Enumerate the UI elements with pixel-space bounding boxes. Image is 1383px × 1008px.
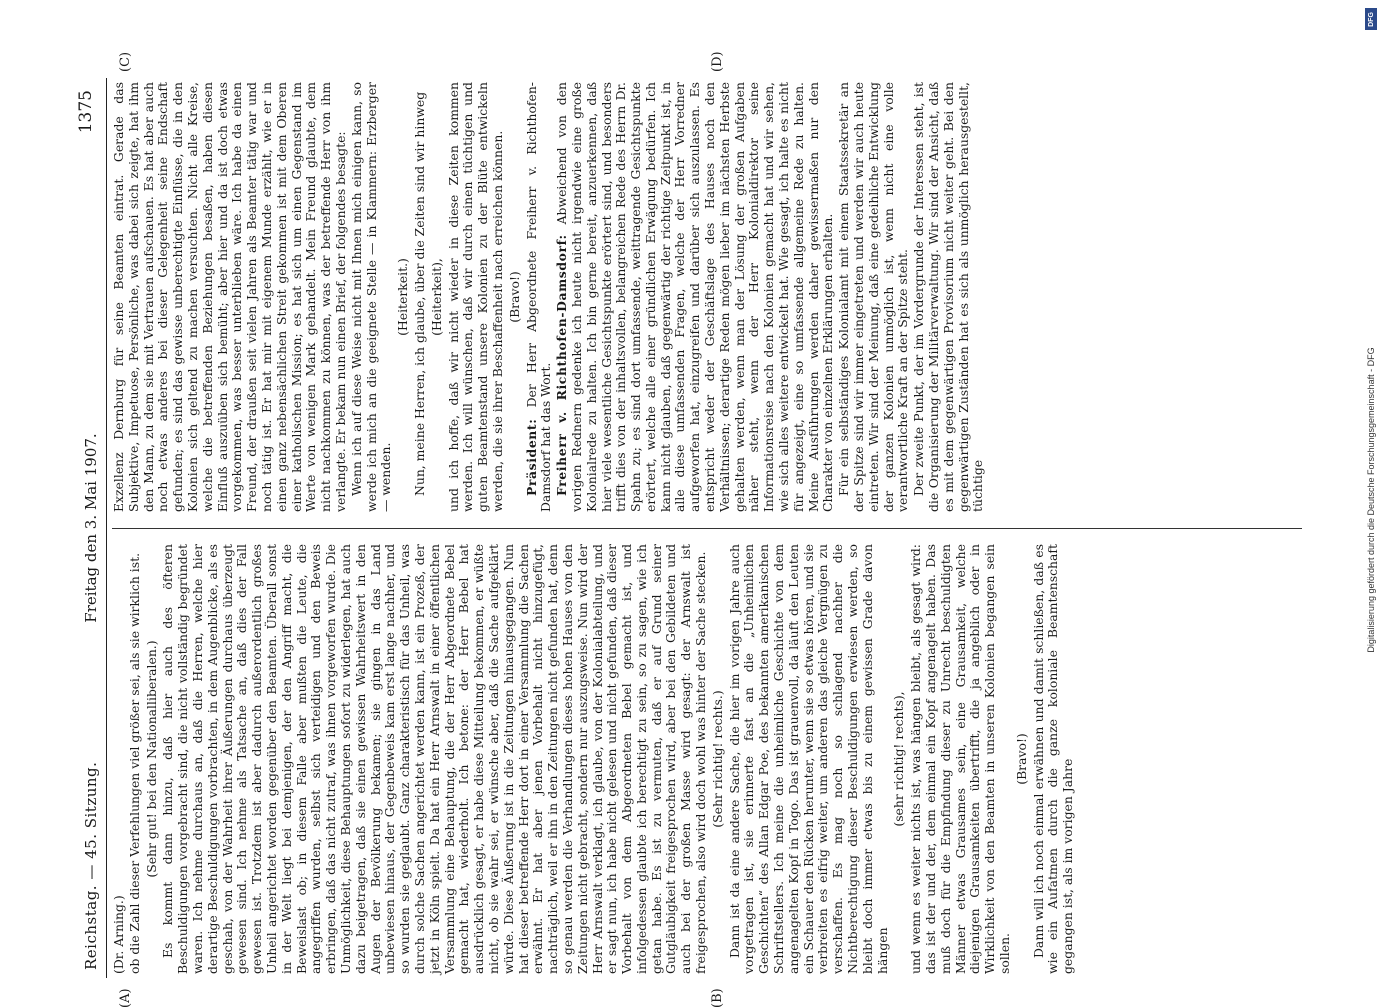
digitization-note: Digitalisierung gefördert durch die Deutsche Forschungsgemeinschaft - DFG: [1366, 347, 1376, 653]
margin-mark-a: (A): [118, 988, 133, 1008]
interjection: (Heiterkeit),: [428, 258, 444, 336]
paragraph: Es kommt dann hinzu, daß hier auch des öfteren Beschuldigungen vorgebracht sind, die nicht vollständig begründet waren. Ich nehme durchaus an, daß die Herren, welche hier derartige Beschuldigungen vorbrachten, in dem Augenblicke, als es geschah, von der Wahrheit ihrer Äußerungen durchaus überzeugt gewesen sind. Ich nehme als Tatsache an, daß dies der Fall gewesen ist. Trotzdem ist aber dadurch außerordentlich großes Unheil angerichtet worden gegenüber den Beamten. Überall sonst in der Welt liegt bei demjenigen, der den Angriff macht, die Beweislast ob; in diesem Falle aber mußten die Leute, die angegriffen wurden, selbst sich verteidigen und den Beweis erbringen, daß das nicht zutraf, was ihnen vorgeworfen wurde. Die Unmöglichkeit, diese Behauptungen sofort zu widerlegen, hat auch dazu beigetragen, daß sie einen gewissen Wahrheitswert in den Augen der Bevölkerung bekamen; sie gingen in das Land unbewiesen hinaus, der Gegenbeweis kam erst lange nachher, und so wurden sie geglaubt. Ganz charakteristisch für das Unheil, was durch solche Sachen angerichtet werden kann, ist ein Prozeß, der jetzt in Köln spielt. Da hat ein Herr Arnswalt in einer öffentlichen Versammlung eine Behauptung, die der Herr Abgeordnete Bebel gemacht hat, wiederholt. Ich betone: der Herr Bebel hat ausdrücklich gesagt, er habe diese Mitteilung bekommen, er wüßte nicht, ob sie wahr sei, er wünsche aber, daß die Sache aufgeklärt würde. Diese Äußerung ist in die Zeitungen hinausgegangen. Nun hat dieser betreffende Herr dort in einer Versammlung die Sachen erwähnt. Er hat aber jenen Vorbehalt nicht hinzugefügt, nachträglich, weil er ihn in den Zeitungen nicht gefunden hat, denn so genau werden die Verhandlungen dieses hohen Hauses von den Zeitungen nicht gebracht, sondern nur auszugsweise. Nun wird der Herr Arnswalt verklagt, ich glaube, von der Kolonialabteilung, und er sagt nun, ich habe nicht gelesen und nicht gefunden, daß dieser Vorbehalt von dem Abgeordneten Bebel gemacht ist, und infolgedessen glaubte ich berechtigt zu sein, so zu sagen, wie ich getan habe. Es ist zu vermuten, daß er auf Grund seiner Gutgläubigkeit freigesprochen wird, aber bei den Gebildeten und auch bei der großen Masse wird gesagt: der Arnswalt ist freigesprochen, also wird doch wohl was hinter der Sache stecken.: [160, 544, 709, 974]
rotated-page-content: [70, 51, 1315, 1008]
interjection: (Heiterkeit.): [395, 258, 411, 336]
paragraph: und wenn es weiter nichts ist, was hängen bleibt, als gesagt wird: das ist der und der, dem einmal ein Kopf angenagelt haben. Das muß doch für die Empfindung dieser zu Unrecht beschuldigten Männer etwas Grausames sein, eine Grausamkeit, welche diejenigen Grausamkeiten übertrifft, die ja angeblich oder in Wirklichkeit von den Beamten in unseren Kolonien begangen sein sollen.: [908, 544, 1013, 974]
page-number: 1375: [76, 90, 96, 134]
speaker-paragraph: [525, 82, 555, 512]
speaker-paragraph: [555, 82, 836, 512]
column-separator: [112, 528, 1302, 529]
interjection: (Bravo!): [506, 271, 522, 323]
speech-text: Der Herr Abgeordnete Freiherr v. Richthofen-Damsdorf hat das Wort.: [523, 82, 554, 512]
paragraph: Dann will ich noch einmal erwähnen und damit schließen, daß es wie ein Aufatmen durch die ganze koloniale Beamtenschaft gegangen ist, als im vorigen Jahre: [1030, 544, 1076, 974]
paragraph: ob die Zahl dieser Verfehlungen viel größer sei, als sie wirklich ist.: [126, 552, 142, 974]
header-left: Reichstag. — 45. Sitzung.: [82, 761, 100, 970]
paragraph: Der zweite Punkt, der im Vordergrunde der Interessen steht, ist die Organisierung der Militärverwaltung. Wir sind der Ansicht, daß es mit dem gegenwärtigen Provisorium nicht weiter geht. Bei den gegenwärtigen Zuständen hat es sich als unmöglich herausgestellt, tüchtige: [911, 82, 986, 512]
margin-mark-c: (C): [118, 51, 133, 72]
page-header: [70, 78, 104, 978]
paragraph: Nun, meine Herren, ich glaube, über die Zeiten sind wir hinweg: [411, 91, 427, 496]
interjection: (Sehr richtig! rechts.): [709, 690, 725, 828]
header-date: Freitag den 3. Mai 1907.: [82, 433, 100, 623]
paragraph: Wenn ich auf diese Weise nicht mit Ihnen mich einigen kann, so werde ich mich an die geeignete Stelle — in Klammern: Erzberger — wenden.: [348, 82, 394, 512]
dfg-logo-text: DFG: [1367, 11, 1375, 27]
interjection: (Sehr gut! bei den Nationalliberalen.): [143, 640, 159, 878]
paragraph: Exzellenz Dernburg für seine Beamten eintrat. Gerade das Subjektive, Impetuose, Persönliche, was dabei sich zeigte, hat ihm den Mann, zu dem sie mit Vertrauen aufschauen. Es hat aber auch noch etwas anderes bei dieser Gelegenheit seine Endschaft gefunden; es sind das gewisse unberechtigte Einflüsse, die in den Kolonien sich geltend zu machen versuchten. Nicht alle Kreise, welche die betreffenden Beziehungen besaßen, haben diesen Einfluß auszuüben sich bemüht; aber hier und da ist doch etwas vorgekommen, was besser unterblieben wäre. Ich habe da einen Freund, der draußen seit vielen Jahren als Beamter tätig war und noch tätig ist. Er hat mir mit eigenem Munde erzählt, wie er in einen ganz nebensächlichen Streit gekommen ist mit dem Oberen einer katholischen Mission; es hat sich um einen Gegenstand im Werte von wenigen Mark gehandelt. Mein Freund glaubte, dem nicht nachkommen zu können, was der betreffende Herr von ihm verlangte. Er bekam nun einen Brief, der folgendes besagte:: [111, 82, 348, 512]
dfg-logo: [1365, 8, 1377, 30]
margin-mark-d: (D): [710, 51, 725, 72]
margin-mark-b: (B): [710, 988, 725, 1008]
interjection: (sehr richtig! rechts),: [891, 691, 907, 827]
speaker-name: Freiherr v. Richthofen-Damsdorf:: [554, 234, 570, 496]
interjection: (Bravo!): [1013, 733, 1029, 785]
speech-text: Abweichend von den vorigen Rednern gedenke ich heute nicht irgendwie eine große Kolonialrede zu halten. Ich bin gerne bereit, anzuerkennen, daß hier viele wesentliche Gesichtspunkte erörtert sind, und besonders trifft dies von der inhaltsvollen, belangreichen Rede des Herrn Dr. Spahn zu; es sind dort umfassende, weittragende Gesichtspunkte erörtert, welche alle einer gründlichen Erwägung bedürfen. Ich kann nicht glauben, daß gegenwärtig der richtige Zeitpunkt ist, in alle diese umfassenden Fragen, welche der Herr Vorredner aufgeworfen hat, einzugreifen und darüber sich auszulassen. Es entspricht weder der Geschäftslage des Hauses noch den Verhältnissen; derartige Reden mögen lieber im nächsten Herbste gehalten werden, wenn man der Lösung der großen Aufgaben näher steht, wenn der Herr Kolonialdirektor seine Informationsreise nach den Kolonien gemacht hat und wir sehen, wie sich alles weitere entwickelt hat. Wie gesagt, ich halte es nicht für angezeigt, eine so umfassende allgemeine Rede zu halten. Meine Ausführungen werden daher gewissermaßen nur den Charakter von einzelnen Erklärungen erhalten.: [554, 82, 836, 512]
paragraph: und ich hoffe, daß wir nicht wieder in diese Zeiten kommen werden. Ich will wünschen, daß wir durch einen tüchtigen und guten Beamtenstand unsere Kolonien zu der Blüte entwickeln werden, die sie ihrer Beschaffenheit nach erreichen können.: [445, 82, 505, 512]
paragraph: (Dr. Arning.): [111, 895, 126, 974]
right-column: [112, 82, 1302, 512]
header-rule: [106, 78, 107, 978]
left-column: [112, 544, 1302, 974]
paragraph: Dann ist da eine andere Sache, die hier im vorigen Jahre auch vorgetragen ist, sie erinnerte fast an die „Unheimlichen Geschichten“ des Allan Edgar Poe, des bekannten amerikanischen Schriftstellers. Ich meine die unheimliche Geschichte von dem angenagelten Kopf in Togo. Das ist grauenvoll, da läuft den Leuten ein Schauer den Rücken herunter, wenn sie so etwas hören, und sie verbreiten es eifrig weiter, um anderen das gleiche Vergnügen zu verschaffen. Es mag noch so schlagend nachher die Nichtberechtigung dieser Beschuldigungen erwiesen werden, so bleibt doch immer etwas bis zu einem gewissen Grade davon hängen: [726, 544, 890, 974]
speaker-name: Präsident:: [523, 418, 539, 496]
paragraph: Für ein selbständiges Kolonialamt mit einem Staatssekretär an der Spitze sind wir immer eingetreten und werden wir auch heute eintreten. Wir sind der Meinung, daß eine gedeihliche Entwicklung der ganzen Kolonien unmöglich ist, wenn nicht eine volle verantwortliche Kraft an der Spitze steht.: [836, 82, 911, 512]
